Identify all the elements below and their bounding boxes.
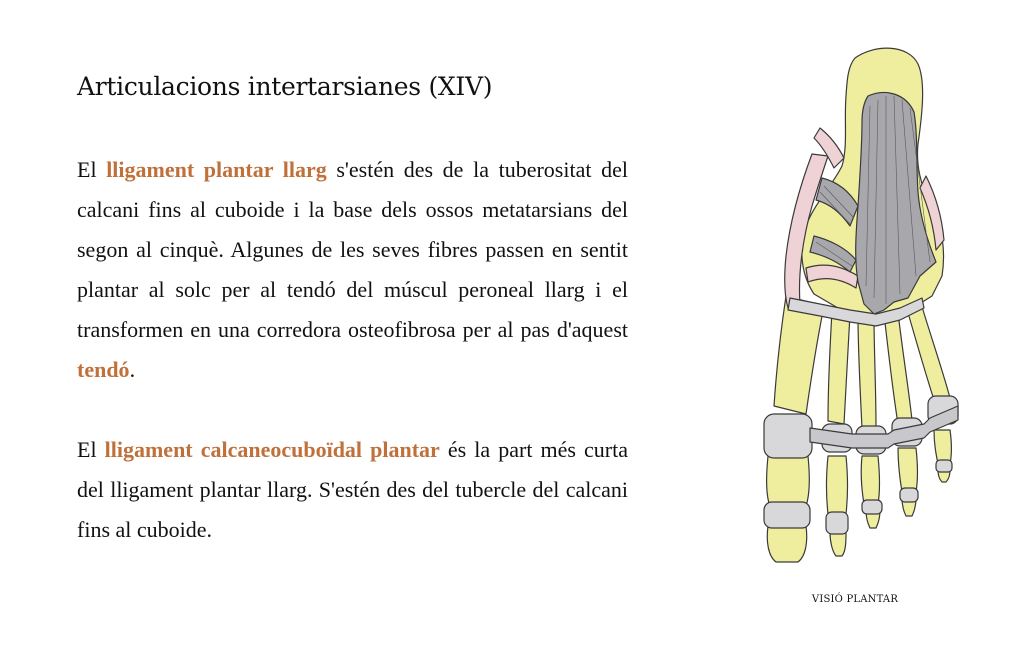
phalanx-4-proximal (898, 448, 918, 492)
ip-capsule-2 (826, 512, 848, 534)
metatarsal-3-bone (858, 316, 876, 428)
link-lligament-calcaneocuboidal-plantar[interactable]: lligament calcaneocuboïdal plantar (104, 437, 440, 462)
paragraph-long-plantar-ligament (77, 150, 628, 390)
paragraph-text: El (77, 437, 105, 462)
link-tendo[interactable]: tendó (77, 357, 130, 382)
phalanx-5-proximal (934, 430, 952, 464)
foot-plantar-illustration (750, 36, 980, 576)
body-text (77, 150, 628, 550)
ip-capsule-4 (900, 488, 918, 502)
phalanx-3-proximal (861, 456, 879, 504)
metatarsal-2-bone (828, 311, 850, 424)
ip-capsule-3 (862, 500, 882, 514)
phalanx-2-distal (830, 532, 846, 556)
link-lligament-plantar-llarg[interactable]: lligament plantar llarg (106, 157, 327, 182)
metatarsal-4-bone (884, 312, 912, 424)
mtp-capsule-1 (764, 414, 812, 458)
paragraph-text: s'estén des de la tuberositat del calcani fins al cuboide i la base dels ossos metatarsians del segon al cinquè. Algunes de les seves fibres passen en sentit plantar al solc per al tendó del múscul peroneal llarg i el transformen en una corredora osteofibrosa per al pas d'aquest (77, 157, 628, 342)
page-title: Articulacions intertarsianes (XIV) (77, 72, 493, 101)
figure-caption: VISIÓ PLANTAR (811, 594, 899, 605)
metatarsal-5-bone (906, 300, 950, 406)
ip-capsule-1 (764, 502, 810, 528)
paragraph-text: és la part més curta del lligament plantar llarg. S'estén des del tubercle del calcani fins al cuboide. (77, 437, 628, 542)
phalanx-1-proximal (767, 456, 810, 506)
phalanx-1-distal (767, 526, 806, 562)
phalanx-2-proximal (827, 456, 848, 514)
paragraph-text: . (129, 357, 136, 382)
paragraph-calcaneocuboid-ligament (77, 430, 628, 550)
paragraph-text: El (77, 157, 107, 182)
ip-capsule-5 (936, 460, 952, 472)
